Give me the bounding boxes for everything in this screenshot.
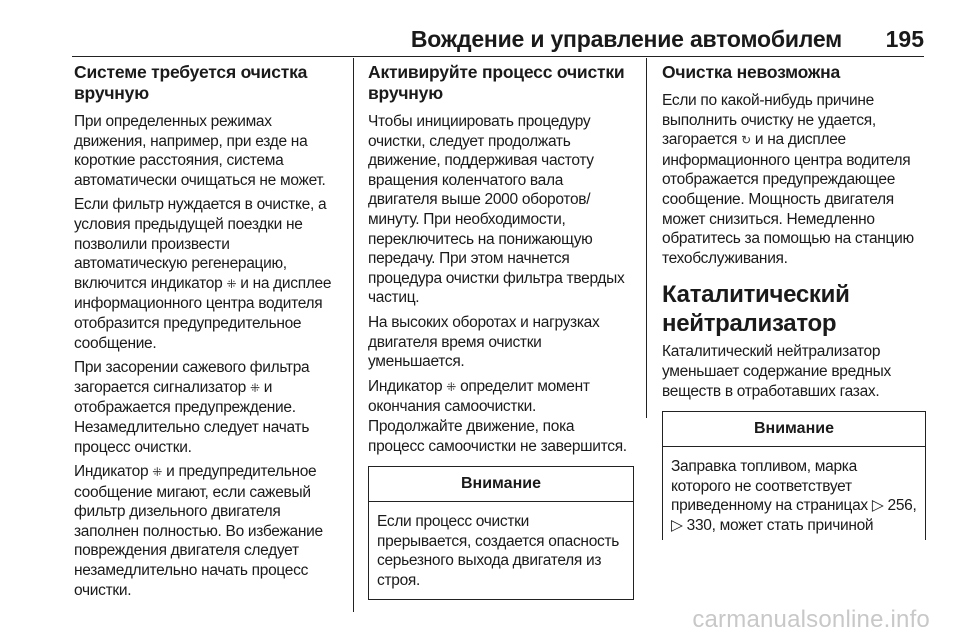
paragraph: На высоких оборотах и нагрузках двигателя время очистки уменьшается. [368,313,600,371]
paragraph: Если фильтр нуждается в очистке, а условия предыдущей поездки не позволили произвести автоматическую регенерацию, включится индикатор ⁜ и на дисплее информационного центра водителя отобразится предупредительное сообщение. [74,196,332,352]
page-ref[interactable]: 330, может стать причиной [686,516,874,534]
page-number: 195 [885,26,924,52]
page-ref[interactable]: 256, [887,497,917,515]
warning-title: Внимание [369,467,633,502]
paragraph: Индикатор ⁜ и предупредительное сообщение мигают, если сажевый фильтр дизельного двигателя заполнен полностью. Во избежание повреждения двигателя следует незамедлительно начать процесс очистки. [74,463,323,599]
warning-box [662,411,926,539]
header-rule [72,56,924,57]
paragraph: Чтобы инициировать процедуру очистки, следует продолжать движение, поддерживая частоту вращения коленчатого вала двигателя выше 2000 оборотов/минуту. При необходимости, переключитесь на понижающую передачу. При этом начнется процедура очистки фильтра твердых частиц. [368,113,625,307]
column-divider-1 [353,58,354,612]
dpf-indicator-icon: ⁜ [152,465,163,480]
warning-text: Если процесс очистки прерывается, создается опасность серьезного выхода двигателя из строя. [377,513,620,589]
column-1 [74,62,344,605]
paragraph: При определенных режимах движения, например, при езде на короткие расстояния, система автоматически очищаться не может. [74,113,326,189]
arrow-page-ref-icon: ▷ [671,516,683,534]
column-3 [662,62,926,540]
page-title: Вождение и управление автомобилем [410,26,842,52]
dpf-indicator-icon: ⁜ [446,379,457,394]
arrow-page-ref-icon: ▷ [871,497,884,515]
warning-body [369,502,633,599]
section-heading-cleaning-impossible: Очистка невозможна [662,62,841,82]
paragraph: При засорении сажевого фильтра загорается сигнализатор ⁜ и отображается предупреждение. Незамедлительно следует начать процесс очистки. [74,359,310,456]
paragraph: Каталитический нейтрализатор уменьшает содержание вредных веществ в отработавших газах. [662,343,891,400]
warning-box [368,466,634,600]
watermark: carmanualsonline.info [692,606,930,633]
warning-body [663,447,925,539]
section-heading-activate-cleaning: Активируйте процесс очистки вручную [368,62,625,103]
dpf-indicator-icon: ⁜ [250,380,260,395]
dpf-indicator-icon: ⁜ [226,276,237,291]
paragraph: Если по какой-нибудь причине выполнить очистку не удается, загорается ↻ и на дисплее информационного центра водителя отображается предупреждающее сообщение. Мощность двигателя может снизиться. Немедленно обратитесь за помощью на станцию техобслуживания. [662,92,914,267]
section-heading-catalytic-converter: Каталитический нейтрализатор [662,281,850,338]
section-heading-manual-cleaning: Системе требуется очистка вручную [74,62,308,103]
engine-service-icon: ↻ [741,133,751,148]
paragraph: Индикатор ⁜ определит момент окончания самоочистки. Продолжайте движение, пока процесс самоочистки не завершится. [368,377,627,455]
column-2 [368,62,634,600]
warning-title: Внимание [663,412,925,447]
warning-text: Заправка топливом, марка которого не соответствует приведенному на страницах ▷ 256, ▷ 330, может стать причиной [671,458,917,534]
column-divider-2 [646,58,647,418]
page-header [72,26,924,56]
